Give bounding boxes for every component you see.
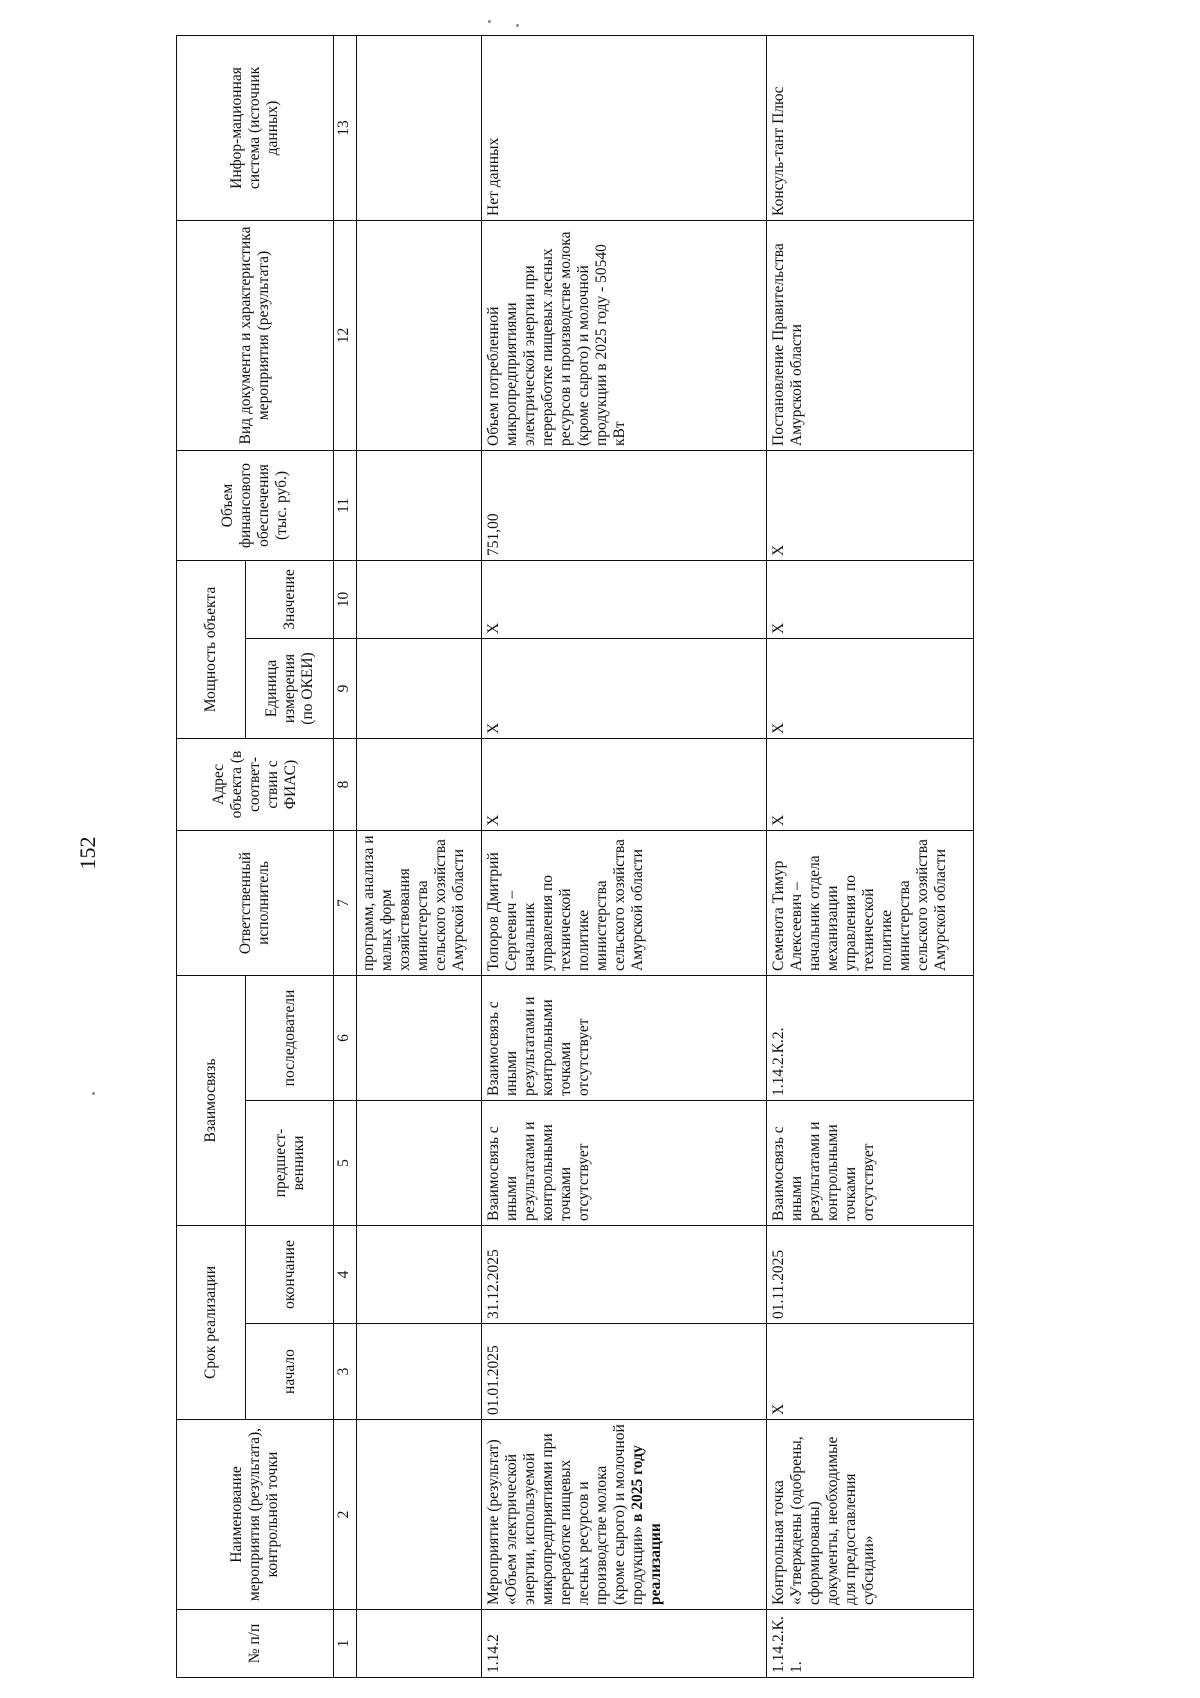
header-row — [177, 36, 246, 1678]
cell-finance: X — [767, 451, 974, 561]
table-row-checkpoint — [767, 36, 974, 1678]
cell-address: X — [767, 739, 974, 831]
rotated-table-container — [176, 36, 1036, 1678]
scan-speck — [516, 24, 519, 27]
header-info: Инфор-мационная система (источник данных) — [177, 36, 334, 221]
header-capacity: Мощность объекта — [177, 561, 246, 739]
header-period-start: начало — [246, 1324, 334, 1420]
cell-value: X — [767, 561, 974, 639]
cell-empty — [357, 1610, 482, 1678]
cell-start: X — [767, 1324, 974, 1420]
header-period: Срок реализации — [177, 1226, 246, 1420]
header-link: Взаимосвязь — [177, 976, 246, 1226]
column-number: 1 — [334, 1610, 357, 1678]
column-number: 8 — [334, 739, 357, 831]
header-executor: Ответственный исполнитель — [177, 831, 334, 976]
cell-no: 1.14.2 — [482, 1610, 767, 1678]
cell-empty — [357, 1226, 482, 1324]
header-doc: Вид документа и характеристика мероприятия (результата) — [177, 221, 334, 451]
cell-predecessors: Взаимосвязь с иными результатами и контрольными точками отсутствует — [767, 1101, 974, 1226]
cell-end: 31.12.2025 — [482, 1226, 767, 1324]
header-link-succ: последователи — [246, 976, 334, 1101]
column-number: 12 — [334, 221, 357, 451]
cell-value: X — [482, 561, 767, 639]
column-number: 9 — [334, 639, 357, 739]
cell-predecessors: Взаимосвязь с иными результатами и контрольными точками отсутствует — [482, 1101, 767, 1226]
cell-name-suffix: в 2025 году реализации — [629, 1445, 664, 1605]
column-number: 13 — [334, 36, 357, 221]
header-period-end: окончание — [246, 1226, 334, 1324]
cell-unit: X — [482, 639, 767, 739]
column-number: 6 — [334, 976, 357, 1101]
cell-empty — [357, 561, 482, 639]
cell-name — [482, 1420, 767, 1610]
scan-speck — [92, 1092, 95, 1095]
cell-unit: X — [767, 639, 974, 739]
cell-name: Контрольная точка «Утверждены (одобрены, сформированы) документы, необходимые для предоставления субсидии» — [767, 1420, 974, 1610]
cell-doc: Постановление Правительства Амурской области — [767, 221, 974, 451]
table-row-result — [482, 36, 767, 1678]
header-address: Адрес объекта (в соответ-ствии с ФИАС) — [177, 739, 334, 831]
cell-finance: 751,00 — [482, 451, 767, 561]
column-number: 3 — [334, 1324, 357, 1420]
cell-empty — [357, 1101, 482, 1226]
cell-empty — [357, 221, 482, 451]
cell-executor: Семенота Тимур Алексеевич – начальник отдела механизации управления по технической политике министерства сельского хозяйства Амурской области — [767, 831, 974, 976]
column-number: 5 — [334, 1101, 357, 1226]
cell-name-text: Мероприятие (результат) «Объем электрической энергии, используемой микропредприятиями при переработке пищевых лесных ресурсов и производстве молока (кроме сырого) и молочной продукции» — [485, 1424, 646, 1605]
cell-end: 01.11.2025 — [767, 1226, 974, 1324]
cell-no: 1.14.2.К.1. — [767, 1610, 974, 1678]
column-number: 4 — [334, 1226, 357, 1324]
cell-empty — [357, 739, 482, 831]
column-number: 10 — [334, 561, 357, 639]
cell-successors: 1.14.2.К.2. — [767, 976, 974, 1101]
cell-empty — [357, 1324, 482, 1420]
header-capacity-unit: Единица измерения (по ОКЕИ) — [246, 639, 334, 739]
cell-start: 01.01.2025 — [482, 1324, 767, 1420]
header-finance: Объем финансового обеспечения (тыс. руб.) — [177, 451, 334, 561]
cell-empty — [357, 1420, 482, 1610]
column-number-row — [334, 36, 357, 1678]
header-link-pred: предшест-венники — [246, 1101, 334, 1226]
table-row-continuation — [357, 36, 482, 1678]
cell-doc: Объем потребленной микропредприятиями электрической энергии при переработке пищевых лесных ресурсов и производстве молока (кроме сырого) и молочной продукции в 2025 году - 50540 кВт — [482, 221, 767, 451]
header-name: Наименование мероприятия (результата), контрольной точки — [177, 1420, 334, 1610]
cell-empty — [357, 36, 482, 221]
scan-speck — [488, 20, 491, 23]
cell-empty — [357, 639, 482, 739]
plan-table — [176, 35, 974, 1678]
page-number: 152 — [75, 836, 100, 870]
column-number: 2 — [334, 1420, 357, 1610]
header-capacity-value: Значение — [246, 561, 334, 639]
cell-empty — [357, 451, 482, 561]
cell-empty — [357, 976, 482, 1101]
cell-executor-continuation: программ, анализа и малых форм хозяйствования министерства сельского хозяйства Амурской области — [357, 831, 482, 976]
column-number: 11 — [334, 451, 357, 561]
cell-successors: Взаимосвязь с иными результатами и контрольными точками отсутствует — [482, 976, 767, 1101]
cell-info: Консуль-тант Плюс — [767, 36, 974, 221]
cell-address: X — [482, 739, 767, 831]
cell-executor: Топоров Дмитрий Сергеевич – начальник управления по технической политике министерства сельского хозяйства Амурской области — [482, 831, 767, 976]
cell-info: Нет данных — [482, 36, 767, 221]
column-number: 7 — [334, 831, 357, 976]
header-no: № п/п — [177, 1610, 334, 1678]
